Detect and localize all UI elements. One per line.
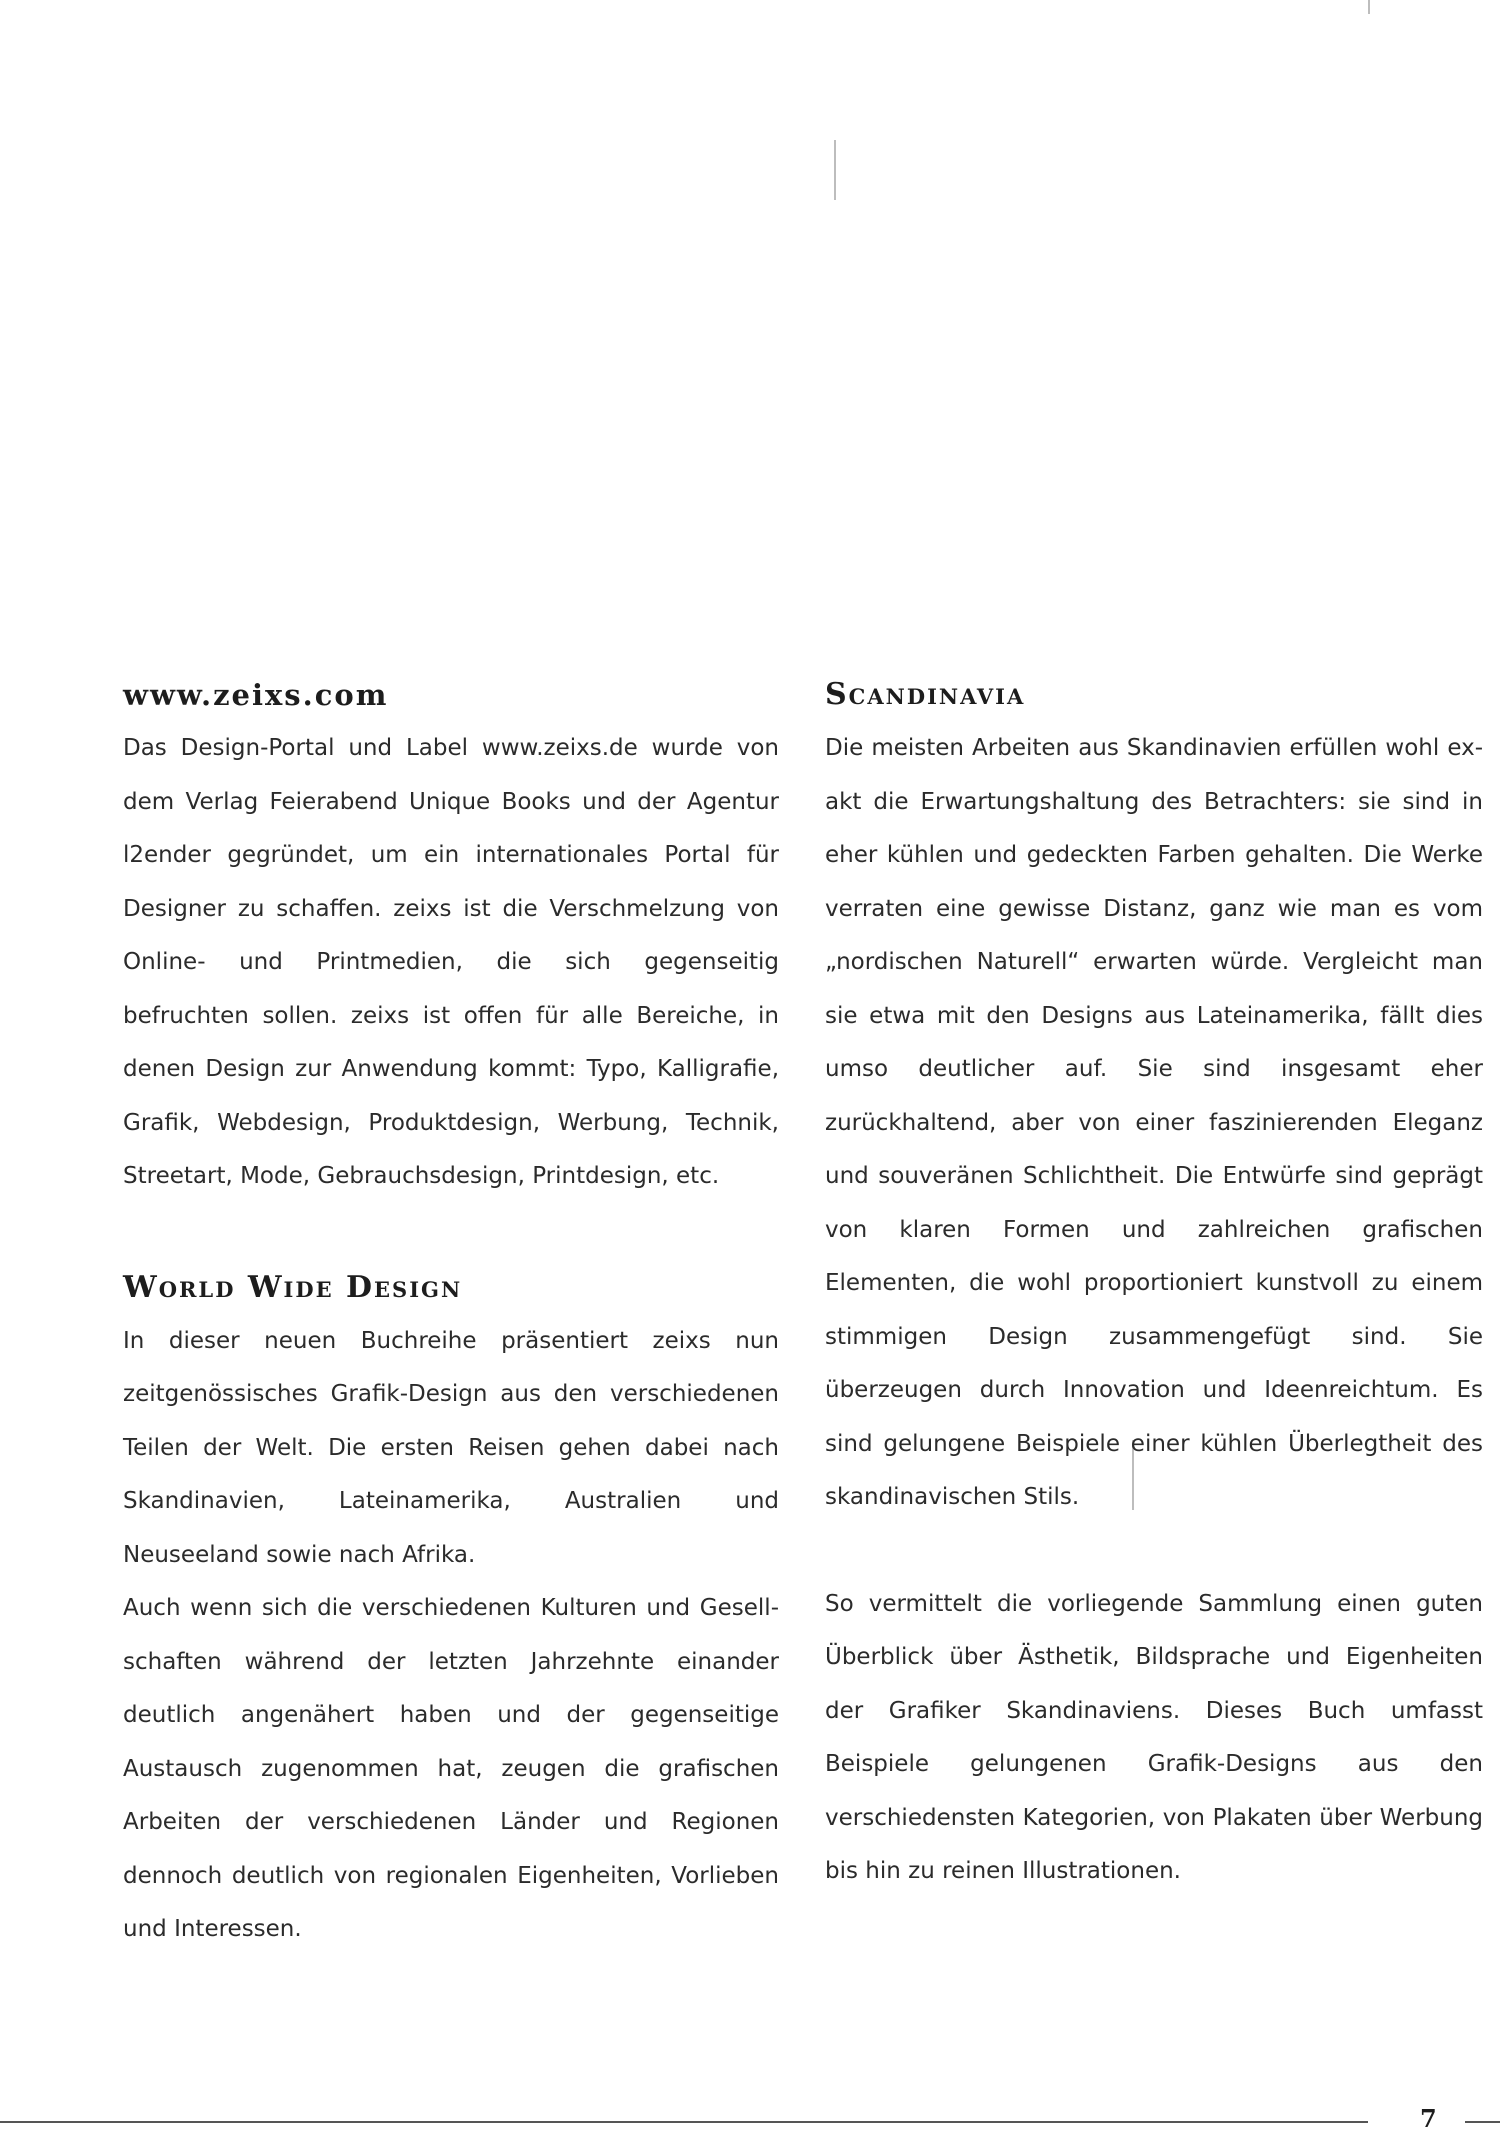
section-gap <box>123 1204 779 1261</box>
zeixs-paragraph: Das Design-Portal und Label www.zeixs.de wurde von dem Verlag Feierabend Unique Books und der Agentur l2ender gegründet, um ein internationales Portal für Designer zu schaffen. zeixs ist die Verschmelzung von Online- und Printmedien, die sich gegenseitig befruchten sollen. zeixs ist offen für alle Bereiche, in denen Design zur Anwendung kommt: Typo, Kalligrafie, Grafik, Webdesign, Produktdesign, Werbung, Technik, Streetart, Mode, Gebrauchsdesign, Printdesign, etc. <box>123 735 779 1189</box>
scan-mark <box>834 140 836 200</box>
section-heading-scandinavia: Scandinavia <box>825 677 1026 712</box>
world-wide-design-paragraph-1: In dieser neuen Buchreihe präsentiert zeixs nun zeitgenössisches Grafik-Design aus den verschiedenen Teilen der Welt. Die ersten Reisen gehen dabei nach Skandinavien, Lateinamerika, Australien und Neuseeland sowie nach Afrika. <box>123 1327 779 1568</box>
section-heading-zeixs: www.zeixs.com <box>123 678 389 712</box>
right-column <box>825 668 1483 1899</box>
paragraph-gap <box>825 1525 1483 1578</box>
scan-mark <box>1368 0 1370 14</box>
section-heading-world-wide-design: World Wide Design <box>123 1269 463 1305</box>
page-number: 7 <box>1420 2104 1437 2133</box>
left-column <box>123 668 779 1957</box>
footer-rule <box>0 2121 1368 2123</box>
world-wide-design-paragraph-2: Auch wenn sich die verschiedenen Kulturen und Gesellschaften während der letzten Jahrzehnte einander deutlich angenähert haben und der gegenseitige Austausch zugenommen hat, zeugen die grafischen Arbeiten der verschiedenen Länder und Regionen dennoch deutlich von regionalen Eigenheiten, Vorlieben und Interessen. <box>123 1595 779 1942</box>
scandinavia-paragraph-2: So vermittelt die vorliegende Sammlung einen guten Überblick über Ästhetik, Bildsprache und Eigenheiten der Grafiker Skandinaviens. Dieses Buch umfasst Beispiele gelungenen Grafik-Designs aus den verschiedensten Kategorien, von Plakaten über Werbung bis hin zu reinen Illustrationen. <box>825 1590 1483 1884</box>
scandinavia-paragraph-1: Die meisten Arbeiten aus Skandinavien erfüllen wohl exakt die Erwartungshaltung des Betrachters: sie sind in eher kühlen und gedeckten Farben gehalten. Die Werke verraten eine gewisse Distanz, ganz wie man es vom „nordischen Naturell“ erwarten würde. Vergleicht man sie etwa mit den Designs aus Lateinamerika, fällt dies umso deutlicher auf. Sie sind insgesamt eher zurückhaltend, aber von einer faszinierenden Eleganz und souveränen Schlichtheit. Die Entwürfe sind geprägt von klaren Formen und zahlreichen grafischen Elementen, die wohl proportioniert kunstvoll zu einem stimmigen Design zusammengefügt sind. Sie überzeugen durch Innovation und Ideenreichtum. Es sind gelungene Beispiele einer kühlen Überlegtheit des skandinavischen Stils. <box>825 735 1483 1510</box>
footer-rule-end <box>1465 2121 1500 2123</box>
